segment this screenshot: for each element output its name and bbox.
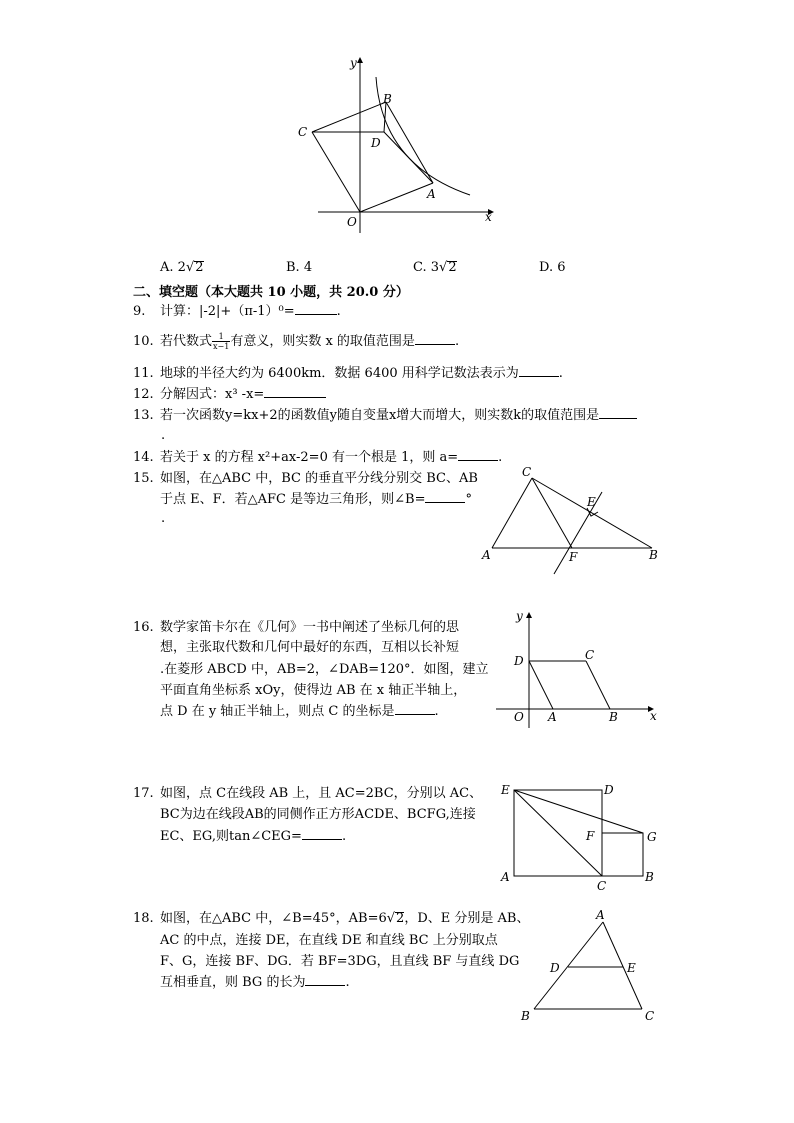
label-A: A <box>501 870 510 884</box>
label-O: O <box>347 215 357 229</box>
label-B: B <box>383 92 392 106</box>
question-18-line2: AC 的中点，连接 DE，在直线 DE 和直线 BC 上分别取点 <box>160 933 498 948</box>
question-13: 13. 若一次函数y=kx+2的函数值y随自变量x增大而增大，则实数k的取值范围是 <box>133 405 637 427</box>
label-B: B <box>521 1009 530 1023</box>
label-F: F <box>586 829 595 843</box>
question-16-line3: .在菱形 ABCD 中，AB=2，∠DAB=120°．如图，建立 <box>160 662 489 677</box>
label-x: x <box>650 709 657 723</box>
option-b: B. 4 <box>286 260 313 275</box>
label-C: C <box>298 125 308 139</box>
question-15: 15. 如图，在△ABC 中，BC 的垂直平分线分别交 BC、AB <box>133 471 478 486</box>
square-BCFG <box>602 833 643 876</box>
question-16: 16. 数学家笛卡尔在《几何》一书中阐述了坐标几何的思 <box>133 620 460 635</box>
label-A: A <box>427 187 436 201</box>
question-16-line4: 平面直角坐标系 xOy，使得边 AB 在 x 轴正半轴上， <box>160 683 467 698</box>
segment-AC <box>603 922 642 1009</box>
label-C: C <box>645 1009 655 1023</box>
option-c: C. 3√2 <box>413 260 457 275</box>
label-F: F <box>569 550 578 564</box>
label-D: D <box>550 961 560 975</box>
label-D: D <box>371 136 381 150</box>
segment-AC <box>492 478 532 548</box>
label-B: B <box>649 548 658 562</box>
figure-16-rhombus <box>492 606 666 730</box>
question-18-line3: F、G，连接 BF、DG．若 BF=3DG，且直线 BF 与直线 DG <box>160 954 520 969</box>
label-A: A <box>548 710 557 724</box>
label-C: C <box>597 879 607 893</box>
question-13-end: . <box>161 428 166 443</box>
label-E: E <box>501 783 510 797</box>
label-x: x <box>485 210 492 224</box>
label-G: G <box>647 830 657 844</box>
option-a: A. 2√2 <box>160 260 204 275</box>
answer-blank-9[interactable] <box>295 302 337 315</box>
label-y: y <box>350 56 357 70</box>
question-18: 18. 如图，在△ABC 中，∠B=45°，AB=6√2，D、E 分别是 AB、 <box>133 911 530 926</box>
segment-CF <box>532 478 572 548</box>
label-D: D <box>604 783 614 797</box>
segment-AO <box>360 183 433 212</box>
answer-blank-11[interactable] <box>519 364 559 377</box>
label-D: D <box>514 654 524 668</box>
answer-blank-15[interactable] <box>425 490 465 503</box>
question-17-line3: EC、EG,则tan∠CEG= . <box>160 829 347 844</box>
label-C: C <box>522 465 532 479</box>
fraction: $\frac{1}{x-1}$ <box>213 332 230 351</box>
segment-CB <box>312 102 386 132</box>
answer-blank-12[interactable] <box>264 385 326 398</box>
y-axis-arrow <box>526 612 532 618</box>
figure-15-triangle <box>478 460 668 580</box>
answer-blank-13[interactable] <box>599 406 637 419</box>
segment-DA <box>384 132 433 183</box>
question-9: 9. 计算：|-2|+（π-1）⁰= . <box>133 304 341 319</box>
label-E: E <box>587 495 596 509</box>
question-16-line2: 想，主张取代数和几何中最好的东西，互相以长补短 <box>160 640 460 655</box>
question-16-line5: 点 D 在 y 轴正半轴上，则点 C 的坐标是 . <box>160 704 439 719</box>
option-d: D. 6 <box>539 260 566 275</box>
question-17: 17. 如图，点 C在线段 AB 上，且 AC=2BC，分别以 AC、 <box>133 786 483 801</box>
label-E: E <box>627 961 636 975</box>
figure-18-triangle <box>512 906 668 1024</box>
figure-17-squares <box>498 780 666 894</box>
label-A: A <box>596 908 605 922</box>
segment-CB <box>586 661 610 709</box>
question-12: 12. 分解因式：x³ -x= <box>133 384 326 406</box>
answer-blank-10[interactable] <box>415 332 455 345</box>
segment-DA <box>529 661 553 709</box>
segment-EG <box>514 790 643 833</box>
segment-OC <box>312 132 360 212</box>
label-y: y <box>516 609 523 623</box>
figure-hyperbola-rhombus <box>290 55 500 235</box>
answer-blank-16[interactable] <box>395 702 435 715</box>
question-15-end: . <box>161 511 166 526</box>
label-B: B <box>645 870 654 884</box>
segment-AB <box>534 922 603 1009</box>
segment-CB <box>532 478 652 548</box>
y-axis-arrow <box>357 57 363 63</box>
question-10: 10. 若代数式 $\frac{1}{x-1}$ 有意义，则实数 x 的取值范围是 . <box>133 332 460 351</box>
label-B: B <box>609 710 618 724</box>
section-title: 二、填空题（本大题共 10 小题，共 20.0 分） <box>133 285 409 300</box>
segment-BA <box>386 102 433 183</box>
label-O: O <box>514 710 524 724</box>
label-C: C <box>585 648 595 662</box>
question-14: 14. 若关于 x 的方程 x²+ax-2=0 有一个根是 1，则 a= . <box>133 450 503 465</box>
question-15-line2: 于点 E、F．若△AFC 是等边三角形，则∠B= ° <box>160 492 472 507</box>
label-A: A <box>482 548 491 562</box>
question-11: 11. 地球的半径大约为 6400km．数据 6400 用科学记数法表示为 . <box>133 366 563 381</box>
question-18-line4: 互相垂直，则 BG 的长为 . <box>160 975 350 990</box>
answer-blank-18[interactable] <box>305 973 345 986</box>
answer-blank-17[interactable] <box>302 827 342 840</box>
question-17-line2: BC为边在线段AB的同侧作正方形ACDE、BCFG,连接 <box>160 807 476 822</box>
